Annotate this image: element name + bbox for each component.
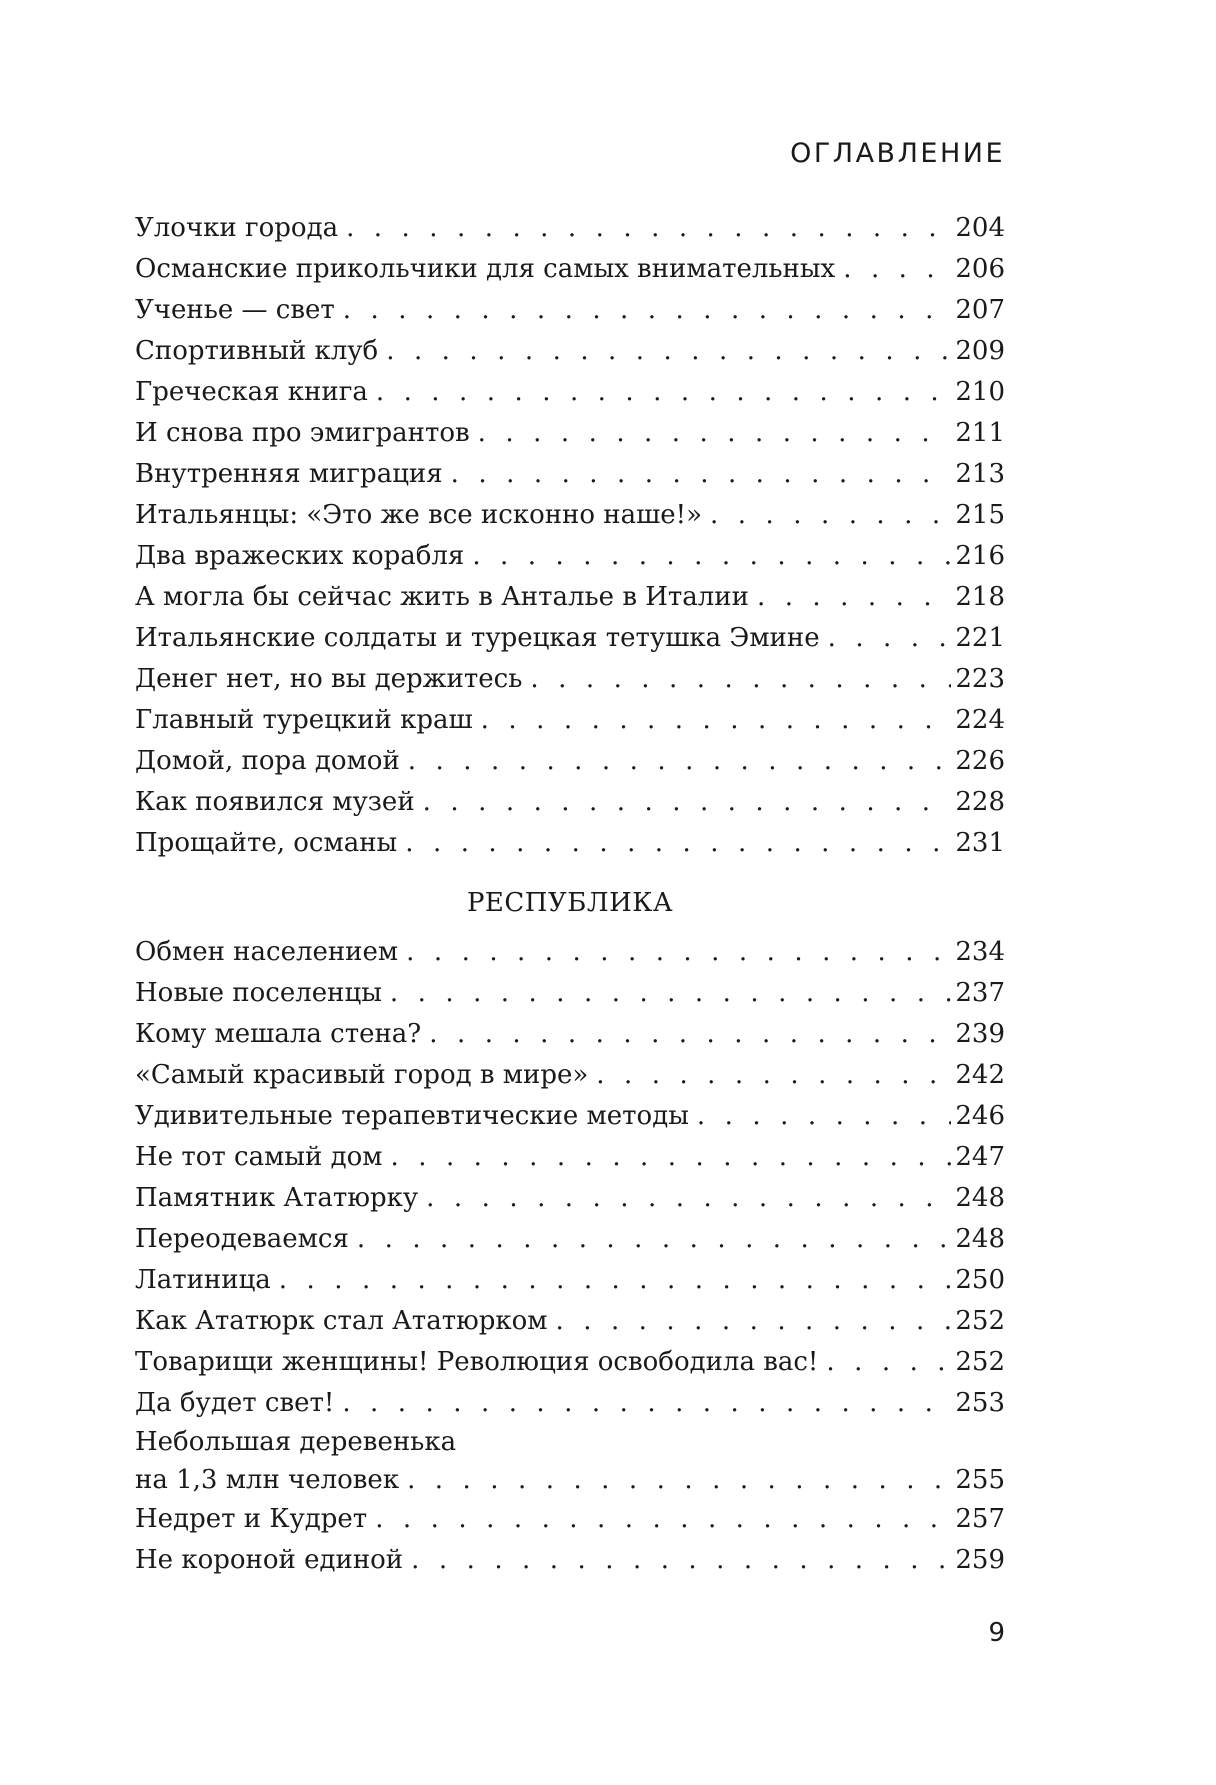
toc-entry-title: Улочки города (135, 213, 339, 243)
leader-dots (411, 1540, 951, 1581)
toc-entry-page: 228 (955, 787, 1005, 817)
leader-dots (279, 1260, 952, 1301)
leader-dots (429, 1014, 951, 1055)
leader-dots (423, 782, 952, 823)
leader-dots (472, 536, 951, 577)
leader-dots (375, 1499, 951, 1540)
toc-entry (135, 1342, 1005, 1383)
leader-dots (596, 1055, 951, 1096)
toc-entry-title: Удивительные терапевтические методы (135, 1101, 689, 1131)
toc-entry-title: Товарищи женщины! Революция освободила вас! (135, 1347, 819, 1377)
toc-entry (135, 454, 1005, 495)
toc-entry-page: 215 (955, 500, 1005, 530)
toc-entry (135, 1301, 1005, 1342)
page-number: 9 (988, 1618, 1005, 1648)
toc-entry-page: 234 (955, 937, 1005, 967)
leader-dots (407, 1461, 951, 1499)
leader-dots (405, 823, 951, 864)
toc-entry (135, 1137, 1005, 1178)
leader-dots (343, 290, 952, 331)
toc-entry-page: 204 (955, 213, 1005, 243)
toc-entry-title: Латиница (135, 1265, 271, 1295)
toc-entry-page: 239 (955, 1019, 1005, 1049)
leader-dots (826, 1342, 951, 1383)
toc-entry-title: Обмен населением (135, 937, 399, 967)
leader-dots (478, 413, 952, 454)
running-head: ОГЛАВЛЕНИЕ (790, 138, 1005, 169)
toc-entry-page: 250 (955, 1265, 1005, 1295)
toc-entry (135, 1383, 1005, 1424)
toc-entry-page: 237 (955, 978, 1005, 1008)
toc-entry-title: Недрет и Кудрет (135, 1504, 368, 1534)
toc-entry (135, 413, 1005, 454)
leader-dots (530, 659, 951, 700)
toc-group-before (135, 208, 1005, 864)
toc-entry-title: Да будет свет! (135, 1388, 335, 1418)
toc-entry-title: Два вражеских корабля (135, 541, 465, 571)
leader-dots (481, 700, 952, 741)
toc-entry (135, 741, 1005, 782)
toc-entry (135, 700, 1005, 741)
toc-entry-page: 248 (955, 1183, 1005, 1213)
toc-entry (135, 1540, 1005, 1581)
toc-entry (135, 1014, 1005, 1055)
toc-entry-page: 257 (955, 1504, 1005, 1534)
toc-entry-line2 (135, 1461, 1005, 1499)
toc-entry-title: «Самый красивый город в мире» (135, 1060, 589, 1090)
toc-entry-title: Не тот самый дом (135, 1142, 383, 1172)
toc-entry (135, 932, 1005, 973)
leader-dots (376, 372, 952, 413)
toc-entry (135, 1499, 1005, 1540)
leader-dots (451, 454, 952, 495)
toc-entry-title: Переодеваемся (135, 1224, 349, 1254)
toc-entry-page: 246 (955, 1101, 1005, 1131)
toc-entry-title: Итальянцы: «Это же все исконно наше!» (135, 500, 703, 530)
leader-dots (406, 932, 951, 973)
toc-entry-title: Домой, пора домой (135, 746, 400, 776)
toc-entry-title: Кому мешала стена? (135, 1019, 422, 1049)
toc-entry (135, 1219, 1005, 1260)
toc-entry-page: 207 (955, 295, 1005, 325)
toc-entry (135, 249, 1005, 290)
toc-entry-title: Итальянские солдаты и турецкая тетушка Эмине (135, 623, 820, 653)
toc-entry-title: И снова про эмигрантов (135, 418, 470, 448)
toc-entry-page: 223 (955, 664, 1005, 694)
toc-entry-page: 216 (955, 541, 1005, 571)
toc-entry-title: Спортивный клуб (135, 336, 379, 366)
toc-entry-title: Как появился музей (135, 787, 415, 817)
toc-entry (135, 659, 1005, 700)
toc-entry-page: 252 (955, 1306, 1005, 1336)
toc-entry-title: А могла бы сейчас жить в Анталье в Италии (135, 582, 749, 612)
toc-entry-page: 242 (955, 1060, 1005, 1090)
toc-entry (135, 331, 1005, 372)
toc-entry-title: Денег нет, но вы держитесь (135, 664, 523, 694)
toc-entry-page: 210 (955, 377, 1005, 407)
toc-entry-page: 221 (955, 623, 1005, 653)
leader-dots (697, 1096, 951, 1137)
toc-entry (135, 290, 1005, 331)
toc-entry-title: Памятник Ататюрку (135, 1183, 419, 1213)
toc-entry-page: 224 (955, 705, 1005, 735)
leader-dots (342, 1383, 951, 1424)
leader-dots (843, 249, 951, 290)
toc-entry-title: Новые поселенцы (135, 978, 382, 1008)
toc-entry (135, 782, 1005, 823)
leader-dots (555, 1301, 951, 1342)
toc-entry-page: 253 (955, 1388, 1005, 1418)
section-heading: РЕСПУБЛИКА (466, 888, 674, 918)
leader-dots (390, 1137, 951, 1178)
leader-dots (357, 1219, 952, 1260)
toc-entry (135, 1260, 1005, 1301)
toc-entry (135, 973, 1005, 1014)
toc-entry-title: Как Ататюрк стал Ататюрком (135, 1306, 548, 1336)
leader-dots (710, 495, 951, 536)
toc-entry (135, 1178, 1005, 1219)
leader-dots (828, 618, 952, 659)
toc-entry-page: 247 (955, 1142, 1005, 1172)
toc-entry (135, 823, 1005, 864)
leader-dots (390, 973, 951, 1014)
toc-entry (135, 208, 1005, 249)
toc-entry-title-line1: Небольшая деревенька (135, 1427, 457, 1457)
toc-group-after (135, 932, 1005, 1581)
toc-entry-page: 206 (955, 254, 1005, 284)
toc-entry-title: Не короной единой (135, 1545, 404, 1575)
toc-entry (135, 577, 1005, 618)
toc-entry (135, 1096, 1005, 1137)
toc-entry-page: 259 (955, 1545, 1005, 1575)
toc-entry (135, 372, 1005, 413)
toc-entry-title: Османские прикольчики для самых внимательных (135, 254, 836, 284)
toc-entry-page: 231 (955, 828, 1005, 858)
toc-entry (135, 618, 1005, 659)
toc-entry-title: Главный турецкий краш (135, 705, 473, 735)
toc-entry-title: Внутренняя миграция (135, 459, 443, 489)
toc-entry-page: 226 (955, 746, 1005, 776)
toc-entry (135, 495, 1005, 536)
toc-entry-page: 252 (955, 1347, 1005, 1377)
toc-entry-page: 255 (955, 1465, 1005, 1495)
leader-dots (757, 577, 951, 618)
table-of-contents (135, 208, 1005, 1581)
leader-dots (408, 741, 952, 782)
leader-dots (346, 208, 951, 249)
toc-entry-page: 218 (955, 582, 1005, 612)
toc-entry-page: 211 (955, 418, 1005, 448)
toc-entry (135, 1055, 1005, 1096)
toc-entry-title: Ученье — свет (135, 295, 335, 325)
leader-dots (386, 331, 951, 372)
toc-entry-title: Греческая книга (135, 377, 368, 407)
toc-entry-page: 213 (955, 459, 1005, 489)
toc-entry-multiline (135, 1424, 1005, 1499)
leader-dots (426, 1178, 951, 1219)
toc-entry-title: Прощайте, османы (135, 828, 398, 858)
toc-entry-title-line2: на 1,3 млн человек (135, 1465, 400, 1495)
toc-entry-page: 209 (955, 336, 1005, 366)
toc-entry-page: 248 (955, 1224, 1005, 1254)
toc-entry (135, 536, 1005, 577)
